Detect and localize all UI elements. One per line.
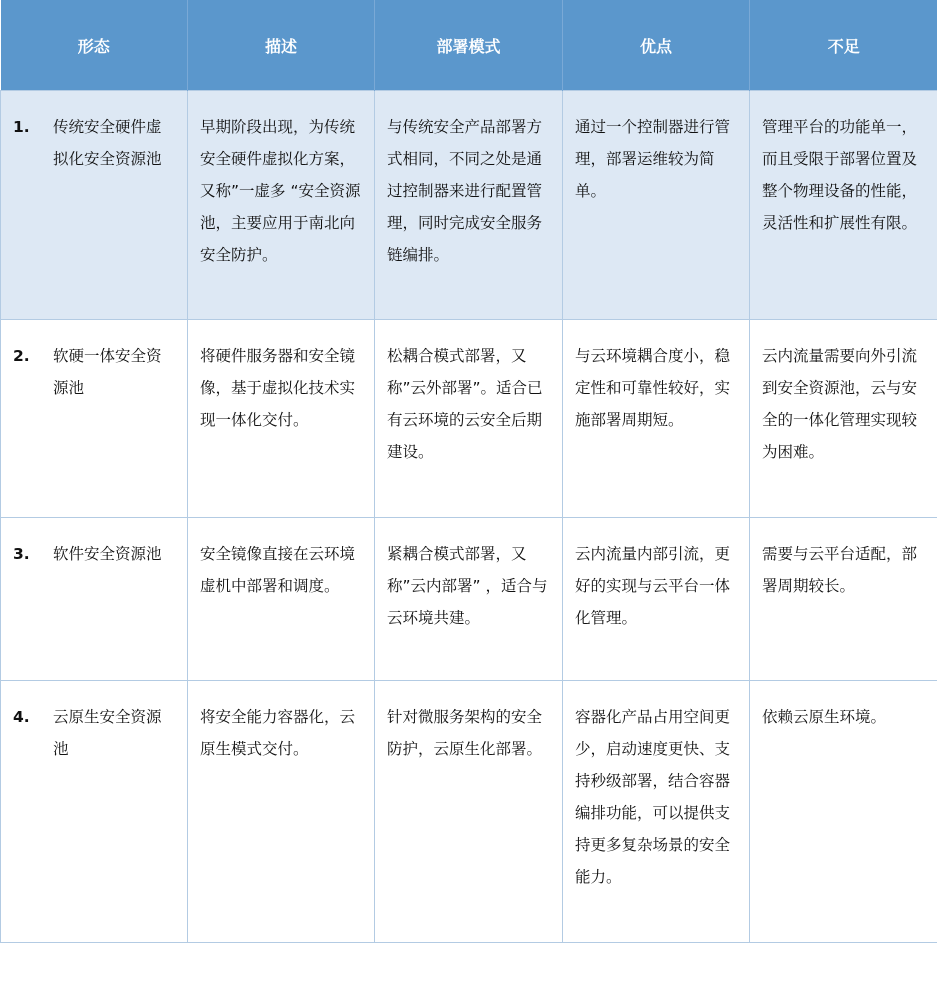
form-cell <box>1 320 188 518</box>
header-advantages: 优点 <box>563 0 750 91</box>
form-cell <box>1 91 188 320</box>
header-form: 形态 <box>1 0 188 91</box>
advantages-cell: 通过一个控制器进行管理，部署运维较为简单。 <box>563 91 750 320</box>
disadvantages-cell: 依赖云原生环境。 <box>750 681 937 943</box>
disadvantages-cell: 需要与云平台适配，部署周期较长。 <box>750 518 937 681</box>
header-deploy-mode: 部署模式 <box>375 0 563 91</box>
advantages-cell: 与云环境耦合度小，稳定性和可靠性较好，实施部署周期短。 <box>563 320 750 518</box>
disadvantages-cell: 管理平台的功能单一，而且受限于部署位置及整个物理设备的性能，灵活性和扩展性有限。 <box>750 91 937 320</box>
header-description: 描述 <box>188 0 375 91</box>
row-number: 3. <box>13 545 30 563</box>
deploy-mode-cell: 松耦合模式部署，又称”云外部署”。适合已有云环境的云安全后期建设。 <box>375 320 563 518</box>
header-disadvantages: 不足 <box>750 0 937 91</box>
form-cell <box>1 681 188 943</box>
description-cell: 将安全能力容器化，云原生模式交付。 <box>188 681 375 943</box>
form-cell <box>1 518 188 681</box>
description-cell: 安全镜像直接在云环境虚机中部署和调度。 <box>188 518 375 681</box>
row-number: 4. <box>13 708 30 726</box>
deploy-mode-cell: 紧耦合模式部署，又称”云内部署” ，适合与云环境共建。 <box>375 518 563 681</box>
form-name: 传统安全硬件虚拟化安全资源池 <box>53 118 162 168</box>
form-name: 软硬一体安全资源池 <box>53 347 162 397</box>
table-row <box>1 518 937 681</box>
disadvantages-cell: 云内流量需要向外引流到安全资源池，云与安全的一体化管理实现较为困难。 <box>750 320 937 518</box>
table-row <box>1 681 937 943</box>
description-cell: 早期阶段出现，为传统安全硬件虚拟化方案，又称”一虚多 “安全资源池，主要应用于南北向安全防护。 <box>188 91 375 320</box>
description-cell: 将硬件服务器和安全镜像，基于虚拟化技术实现一体化交付。 <box>188 320 375 518</box>
form-name: 云原生安全资源池 <box>53 708 162 758</box>
form-name: 软件安全资源池 <box>53 545 162 563</box>
table-row <box>1 91 937 320</box>
advantages-cell: 容器化产品占用空间更少，启动速度更快、支持秒级部署，结合容器编排功能，可以提供支持更多复杂场景的安全能力。 <box>563 681 750 943</box>
header-row <box>1 0 937 91</box>
advantages-cell: 云内流量内部引流，更好的实现与云平台一体化管理。 <box>563 518 750 681</box>
row-number: 1. <box>13 118 30 136</box>
deploy-mode-cell: 与传统安全产品部署方式相同，不同之处是通过控制器来进行配置管理，同时完成安全服务链编排。 <box>375 91 563 320</box>
deploy-mode-cell: 针对微服务架构的安全防护，云原生化部署。 <box>375 681 563 943</box>
row-number: 2. <box>13 347 30 365</box>
table-row <box>1 320 937 518</box>
